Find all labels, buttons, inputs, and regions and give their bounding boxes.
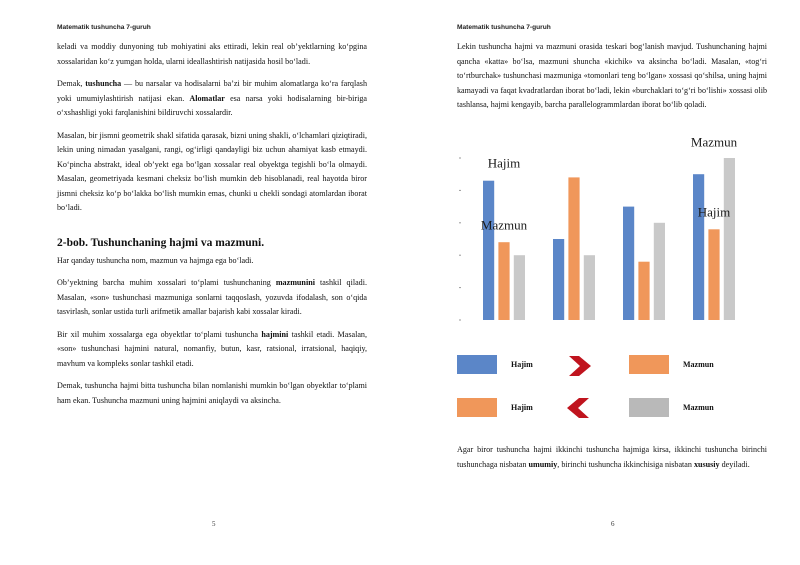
page-number: 5 (212, 520, 216, 528)
chart-annotation: Hajim (697, 204, 731, 220)
text-run: esa narsa yoki hodisalarning bir-biriga o‘xshashligi yoki farqlanishini bildiruvchi xossalardir. (57, 93, 367, 117)
legend-item-mazmun-gray (629, 398, 714, 417)
chart-annotation: Mazmun (690, 134, 738, 150)
legend-swatch-gray (629, 398, 669, 417)
chart-annotation: Mazmun (480, 217, 528, 233)
text-run: keladi va moddiy dunyoning tub mohiyatini aks ettiradi, lekin real ob’yektlarning ko‘pgina xossalaridan ko‘z yumgan holda, ularni ideallashtirish natijasida hosil bo‘ladi. (57, 42, 367, 66)
paragraph (57, 328, 367, 372)
running-head: Matematik tushuncha 7-guruh (57, 24, 151, 31)
bar (584, 255, 595, 320)
paragraph (57, 129, 367, 216)
bar-chart (457, 134, 757, 330)
bar (553, 239, 564, 320)
bar (638, 262, 649, 320)
y-tick (459, 190, 461, 191)
paragraph (57, 379, 367, 408)
chart-annotation: Hajim (487, 155, 521, 171)
right-body-text-bottom (457, 443, 767, 480)
left-body-text (57, 40, 367, 416)
chart-svg (457, 134, 757, 330)
bar (498, 242, 509, 320)
legend-item-mazmun-orange (629, 355, 714, 374)
legend-label: Hajim (511, 360, 533, 369)
paragraph (457, 40, 767, 113)
bar (623, 207, 634, 320)
running-head: Matematik tushuncha 7-guruh (457, 24, 551, 31)
paragraph (57, 77, 367, 121)
legend-swatch-blue (457, 355, 497, 374)
paragraph (57, 40, 367, 69)
legend-label: Hajim (511, 403, 533, 412)
bold-term: tushuncha (85, 79, 122, 88)
text-run: Bir xil muhim xossalarga ega obyektlar to‘plami tushuncha (57, 329, 262, 339)
bar (654, 223, 665, 320)
y-tick (459, 287, 461, 288)
text-run: Agar biror tushuncha hajmi ikkinchi tushuncha hajmiga kirsa, ikkinchi tushuncha birinchi tushunchaga nisbatan (457, 445, 767, 469)
legend-item-hajim-orange (457, 398, 533, 417)
y-tick (459, 158, 461, 159)
bar (514, 255, 525, 320)
legend-item-hajim-blue (457, 355, 533, 374)
y-tick (459, 222, 461, 223)
text-run: tashkil etadi. Masalan, «son» tushunchasi hajmini natural, nomanfiy, butun, kasr, ratsional, irratsional, haqiqiy, mavhum va kompleks sonlar tashkil etadi. (57, 329, 367, 368)
legend-label: Mazmun (683, 360, 714, 369)
paragraph (457, 443, 767, 472)
bold-term: hajmini (261, 329, 289, 339)
text-run: tashkil qiladi. Masalan, «son» tushunchasi mazmuniga sonlarni taqqoslash, yozuvda ifodalash, son o‘qida tasvirlash, sonlar ustida turli arifmetik amallar bajarish kabi xossalar kiradi. (57, 278, 367, 316)
text-run: Masalan, bir jismni geometrik shakl sifatida qarasak, bizni uning shakli, o‘lchamlari qiziqtiradi, lekin uning nimadan yasalgani, rangi, og‘irligi qandayligi biz uchun ahamiyat kasb etmaydi. Ko‘pincha abstrakt, ideal ob’yekt ega bo‘lgan xossalar real obyektga tegishli bo‘la olmaydi. Masalan, geometriyada kesmani cheksiz bo‘lish mumkin deb hisoblanadi, real hayotda biror jismni cheksiz ko‘p bo‘lakka bo‘lish mumkin emas, chunki u chekli sondagi atomlardan iborat bo‘ladi. (57, 130, 367, 212)
right-body-text (457, 40, 767, 121)
text-run: deyiladi. (719, 459, 750, 469)
text-run: Ob’yektning barcha muhim xossalari to‘plami tushunchaning (57, 278, 276, 287)
chart-legend (457, 352, 767, 432)
chapter-heading: 2-bob. Tushunchaning hajmi va mazmuni. (57, 236, 265, 249)
arrow-right-icon (569, 356, 591, 376)
arrow-left-icon (567, 398, 589, 418)
y-tick (459, 320, 461, 321)
bold-term: Alomatlar (189, 93, 225, 103)
text-run: — bu narsalar va hodisalarni ba’zi bir muhim alomatlarga ko‘ra farqlash yoki umumiylashtirish natijasi ekan. (57, 79, 368, 103)
text-run: Har qanday tushuncha nom, mazmun va hajmga ega bo‘ladi. (57, 255, 254, 265)
y-tick (459, 255, 461, 256)
text-run: Demak, (57, 79, 86, 88)
bar (568, 177, 579, 320)
text-run: Lekin tushuncha hajmi va mazmuni orasida teskari bog‘lanish mavjud. Tushunchaning hajmi qancha «katta» bo‘lsa, mazmuni shuncha «kichik» va aksincha bo‘ladi. Masalan, «tog‘ri to‘rtburchak» tushunchasi mazmuniga «tomonlari teng bo‘lgan» xossasi qo‘shilsa, uning hajmi kamayadi va faqat kvadratlardan iborat bo‘ladi, lekin «burchaklari to‘g‘ri bo‘lishi» xossasi olib tashlansa, hajmi kengayib, barcha parallelogrammlardan iborat bo‘lib qoladi. (457, 42, 767, 109)
legend-swatch-orange (629, 355, 669, 374)
bar (693, 174, 704, 320)
page-number: 6 (611, 520, 615, 528)
bar (708, 229, 719, 320)
bar (483, 181, 494, 320)
paragraph (57, 254, 367, 269)
legend-swatch-orange (457, 398, 497, 417)
bar (724, 158, 735, 320)
text-run: Demak, tushuncha hajmi bitta tushuncha bilan nomlanishi mumkin bo‘lgan obyektlar to‘plami ham ekan. Tushuncha mazmuni uning hajmini aniqlaydi va aksincha. (57, 381, 367, 405)
right-page (400, 0, 800, 565)
bold-term: xususiy (693, 459, 720, 469)
bold-term: mazmunini (275, 278, 315, 287)
legend-label: Mazmun (683, 403, 714, 412)
bold-term: umumiy (528, 459, 558, 469)
text-run: , birinchi tushuncha ikkinchisiga nisbatan (557, 459, 694, 469)
paragraph (57, 276, 367, 320)
